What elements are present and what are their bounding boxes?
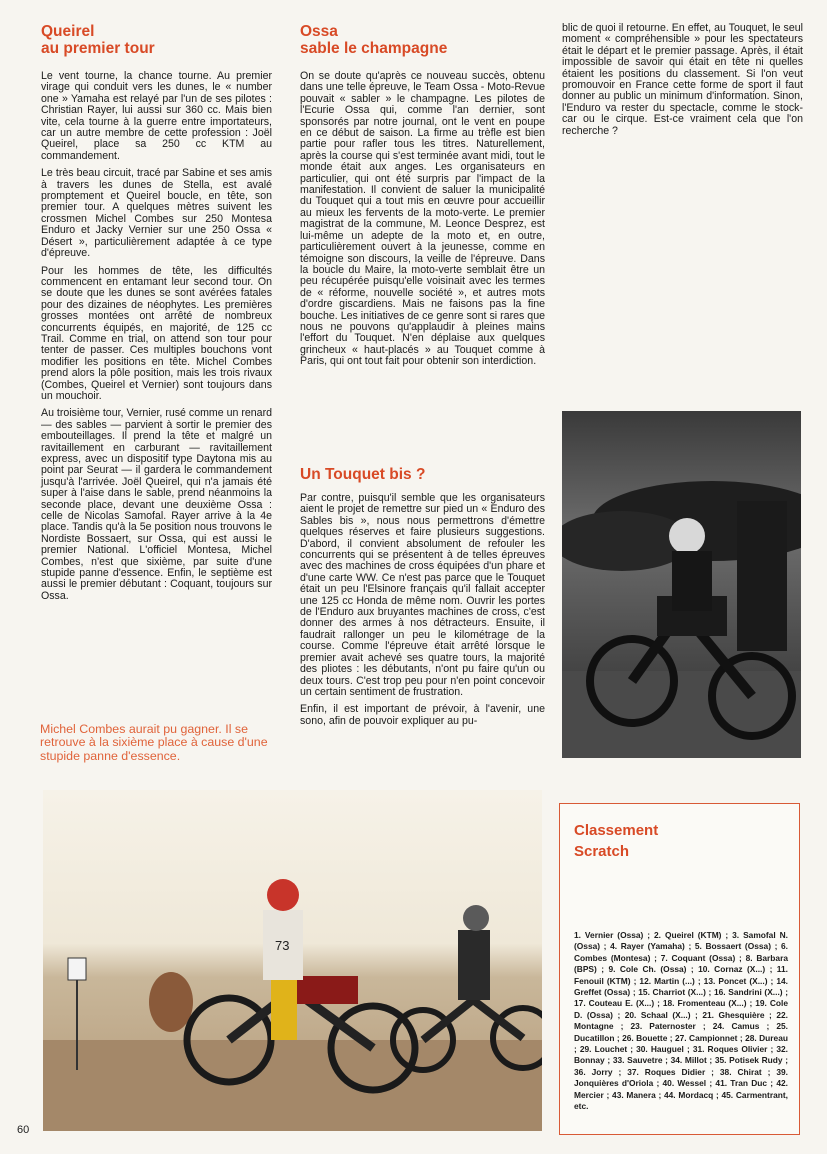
column-2 [300, 23, 545, 374]
riders-photo [43, 790, 542, 1131]
page-number: 60 [17, 1124, 30, 1136]
headline-line-1: Queirel [41, 23, 95, 40]
column-1 [41, 23, 272, 608]
rider-photo [562, 411, 801, 758]
paragraph: Pour les hommes de tête, les difficultés commencent en entamant leur second tour. On se doute que les dunes se sont avérées fatales pour des dizaines de néophytes. Les premières grosses montées ont arrêté de nombreux concurrents équipés, en majorité, de 125 cc Trail. Comme en trial, on attend son tour pour tenter de passer. Ces multiples bouchons vont modifier les positions en tête. Michel Combes prend alors la pôle position, mais les trois rivaux (Combes, Queirel et Vernier) sont toujours dans un mouchoir. [41, 264, 272, 402]
paragraph: Le vent tourne, la chance tourne. Au premier virage qui conduit vers les dunes, le « number one » Yamaha est relayé par l'un de ses pilotes : Christian Rayer, lui aussi sur 360 cc. Mais bien vite, cela tourne à la guerre entre importateurs, car un autre membre de cette profession : Joël Queirel, place sa 250 cc KTM au commandement. [41, 70, 272, 162]
classement-title-line-2: Scratch [574, 843, 630, 860]
paragraph: blic de quoi il retourne. En effet, au Touquet, le seul moment « compréhensible » pour les spectateurs était le départ et le premier passage. Après, il était impossible de savoir qui était en tête ni quelles étaient les positions du classement. Si l'on veut promouvoir en France cette forme de sport il faut donner au public un minimum d'information. Sinon, l'Enduro va rester du spectacle, comme le stock-car ou le cirque. Est-ce vraiment cela que l'on recherche ? [562, 22, 803, 137]
classement-list: 1. Vernier (Ossa) ; 2. Queirel (KTM) ; 3. Samofal N. (Ossa) ; 4. Rayer (Yamaha) ; 5. Bossaert (Ossa) ; 6. Combes (Montesa) ; 7. Coquant (Ossa) ; 8. Barbara (BPS) ; 9. Cole Ch. (Ossa) ; 10. Cornaz (X...) ; 11. Fenouil (KTM) ; 12. Martin (...) ; 13. Poncet (X...) ; 14. Greffet (Ossa) ; 15. Charriot (X...) ; 16. Sandrini (X...) ; 17. Couteau E. (X...) ; 18. Fromenteau (X...) ; 19. Cole D. (Ossa) ; 20. Schaal (X...) ; 21. Ghesquière ; 22. Montagne ; 23. Paternoster ; 24. Camus ; 25. Ducatillon ; 26. Bouette ; 27. Campionnet ; 28. Dureau ; 29. Louchet ; 30. Hauguel ; 31. Roques Olivier ; 32. Bonnay ; 33. Sauvetre ; 34. Millot ; 35. Potisek Rudy ; 36. Jorry ; 37. Roques Didier ; 38. Chirat ; 39. Jonquières d'Oriola ; 40. Wessel ; 41. Tran Duc ; 42. Mercier ; 43. Manera ; 44. Mordacq ; 45. Carmentrant, etc. [574, 930, 788, 1112]
classement-title-line-1: Classement [574, 822, 659, 839]
svg-text:73: 73 [275, 938, 290, 953]
pull-quote: Michel Combes aurait pu gagner. Il se retrouve à la sixième place à cause d'une stupide panne d'essence. [40, 722, 268, 763]
headline-line-2: sable le champagne [300, 40, 448, 57]
classement-title [574, 820, 658, 862]
column-2-lower [300, 466, 545, 733]
paragraph: Au troisième tour, Vernier, rusé comme un renard — des sables — parvient à sortir le premier des embouteillages. Il prend la tête et malgré un ravitaillement en carburant — ravitaillement express, avec un dispositif type Daytona mis au point par Seurat — il gardera le commandement jusqu'à l'arrivée. Joël Queirel, qui n'a jamais été super à l'aise dans le sable, prend néanmoins la seconde place, devant une deuxième Ossa : celle de Nicolas Samofal. Rayer arrive à la 4e place. Tandis qu'à la 5e position nous trouvons le Nordiste Bossaert, sur Ossa, qui est aussi le premier National. L'officiel Montesa, Michel Combes, n'est que sixième, par suite d'une stupide panne d'essence. Enfin, le septième est aussi le premier débutant : Coquant, toujours sur Ossa. [41, 407, 272, 602]
headline-ossa [300, 23, 545, 57]
headline-line-1: Ossa [300, 23, 338, 40]
paragraph: Par contre, puisqu'il semble que les organisateurs aient le projet de remettre sur pied un « Enduro des Sables bis », nous nous permettrons d'émettre quelques réserves et faire plusieurs suggestions. D'abord, il convient absolument de refouler les concurrents qui se présentent à de telles épreuves avec des machines de cross équipées d'un phare et d'une carte WW. Ce n'est pas parce que le Touquet était un peu l'Elsinore français qu'il fallait accepter une 125 cc Honda de même nom. Ouvrir les portes de l'Enduro aux bruyantes machines de cross, c'est donner des armes à nos détracteurs. Ensuite, il faudrait rallonger un peu le kilométrage de la course. Comme l'épreuve était arrêté lorsque le premier avait achevé ses quatre tours, la majorité des pliotes : les débutants, n'ont pu faire qu'un ou deux tours. C'est trop peu pour n'en point concevoir un certain sentiment de frustration. [300, 492, 545, 698]
paragraph: On se doute qu'après ce nouveau succès, obtenu dans une telle épreuve, le Team Ossa - Moto-Revue pouvait « sabler » le champagne. Les pilotes de l'Ecurie Ossa qui, comme l'an dernier, sont sponsorés par notre journal, ont le vent en poupe en ce début de saison. La firme au trèfle est bien partie pour rafler tous les titres. Naturellement, après la course qui s'est terminée avant midi, tout le monde était aux anges. Les organisateurs en particulier, qui ont été surpris par l'impact de la manifestation. Il convient de saluer la municipalité du Touquet qui a tout mis en œuvre pour accueillir au mieux les fervents de la moto-verte. Le premier magistrat de la commune, M. Leonce Desprez, est lui-même un adepte de la moto et, en outre, particulièrement ouvert à la jeunesse, comme en témoigne son discours, la veille de l'épreuve. Dans la boucle du Maire, la moto-verte semblait être un peu récupérée puisqu'elle voisinait avec les termes de « réforme, nouvelle société », et autres mots d'ordre giscardiens. Mais ne faisons pas la fine bouche. Les initiatives de ce genre sont si rares que nous ne pouvons qu'applaudir à pleines mains l'effort du Touquet. N'en déplaise aux quelques grincheux « haut-placés » au Touquet comme à Paris, qui ont tout fait pour obtenir son interdiction. [300, 70, 545, 368]
headline-touquet-bis: Un Touquet bis ? [300, 466, 426, 483]
paragraph: Enfin, il est important de prévoir, à l'avenir, une sono, afin de pouvoir expliquer au pu- [300, 703, 545, 727]
paragraph: Le très beau circuit, tracé par Sabine et ses amis à travers les dunes de Stella, est avalé promptement et Queirel boucle, en tête, son premier tour. A quelques mètres suivent les crossmen Michel Combes sur 250 Montesa Enduro et Jacky Vernier sur une 250 Ossa « Désert », particulièrement adaptée à ce type d'épreuve. [41, 167, 272, 260]
column-3 [562, 23, 803, 143]
headline-line-2: au premier tour [41, 40, 155, 57]
classement-box [559, 803, 800, 1135]
headline-queirel [41, 23, 272, 57]
